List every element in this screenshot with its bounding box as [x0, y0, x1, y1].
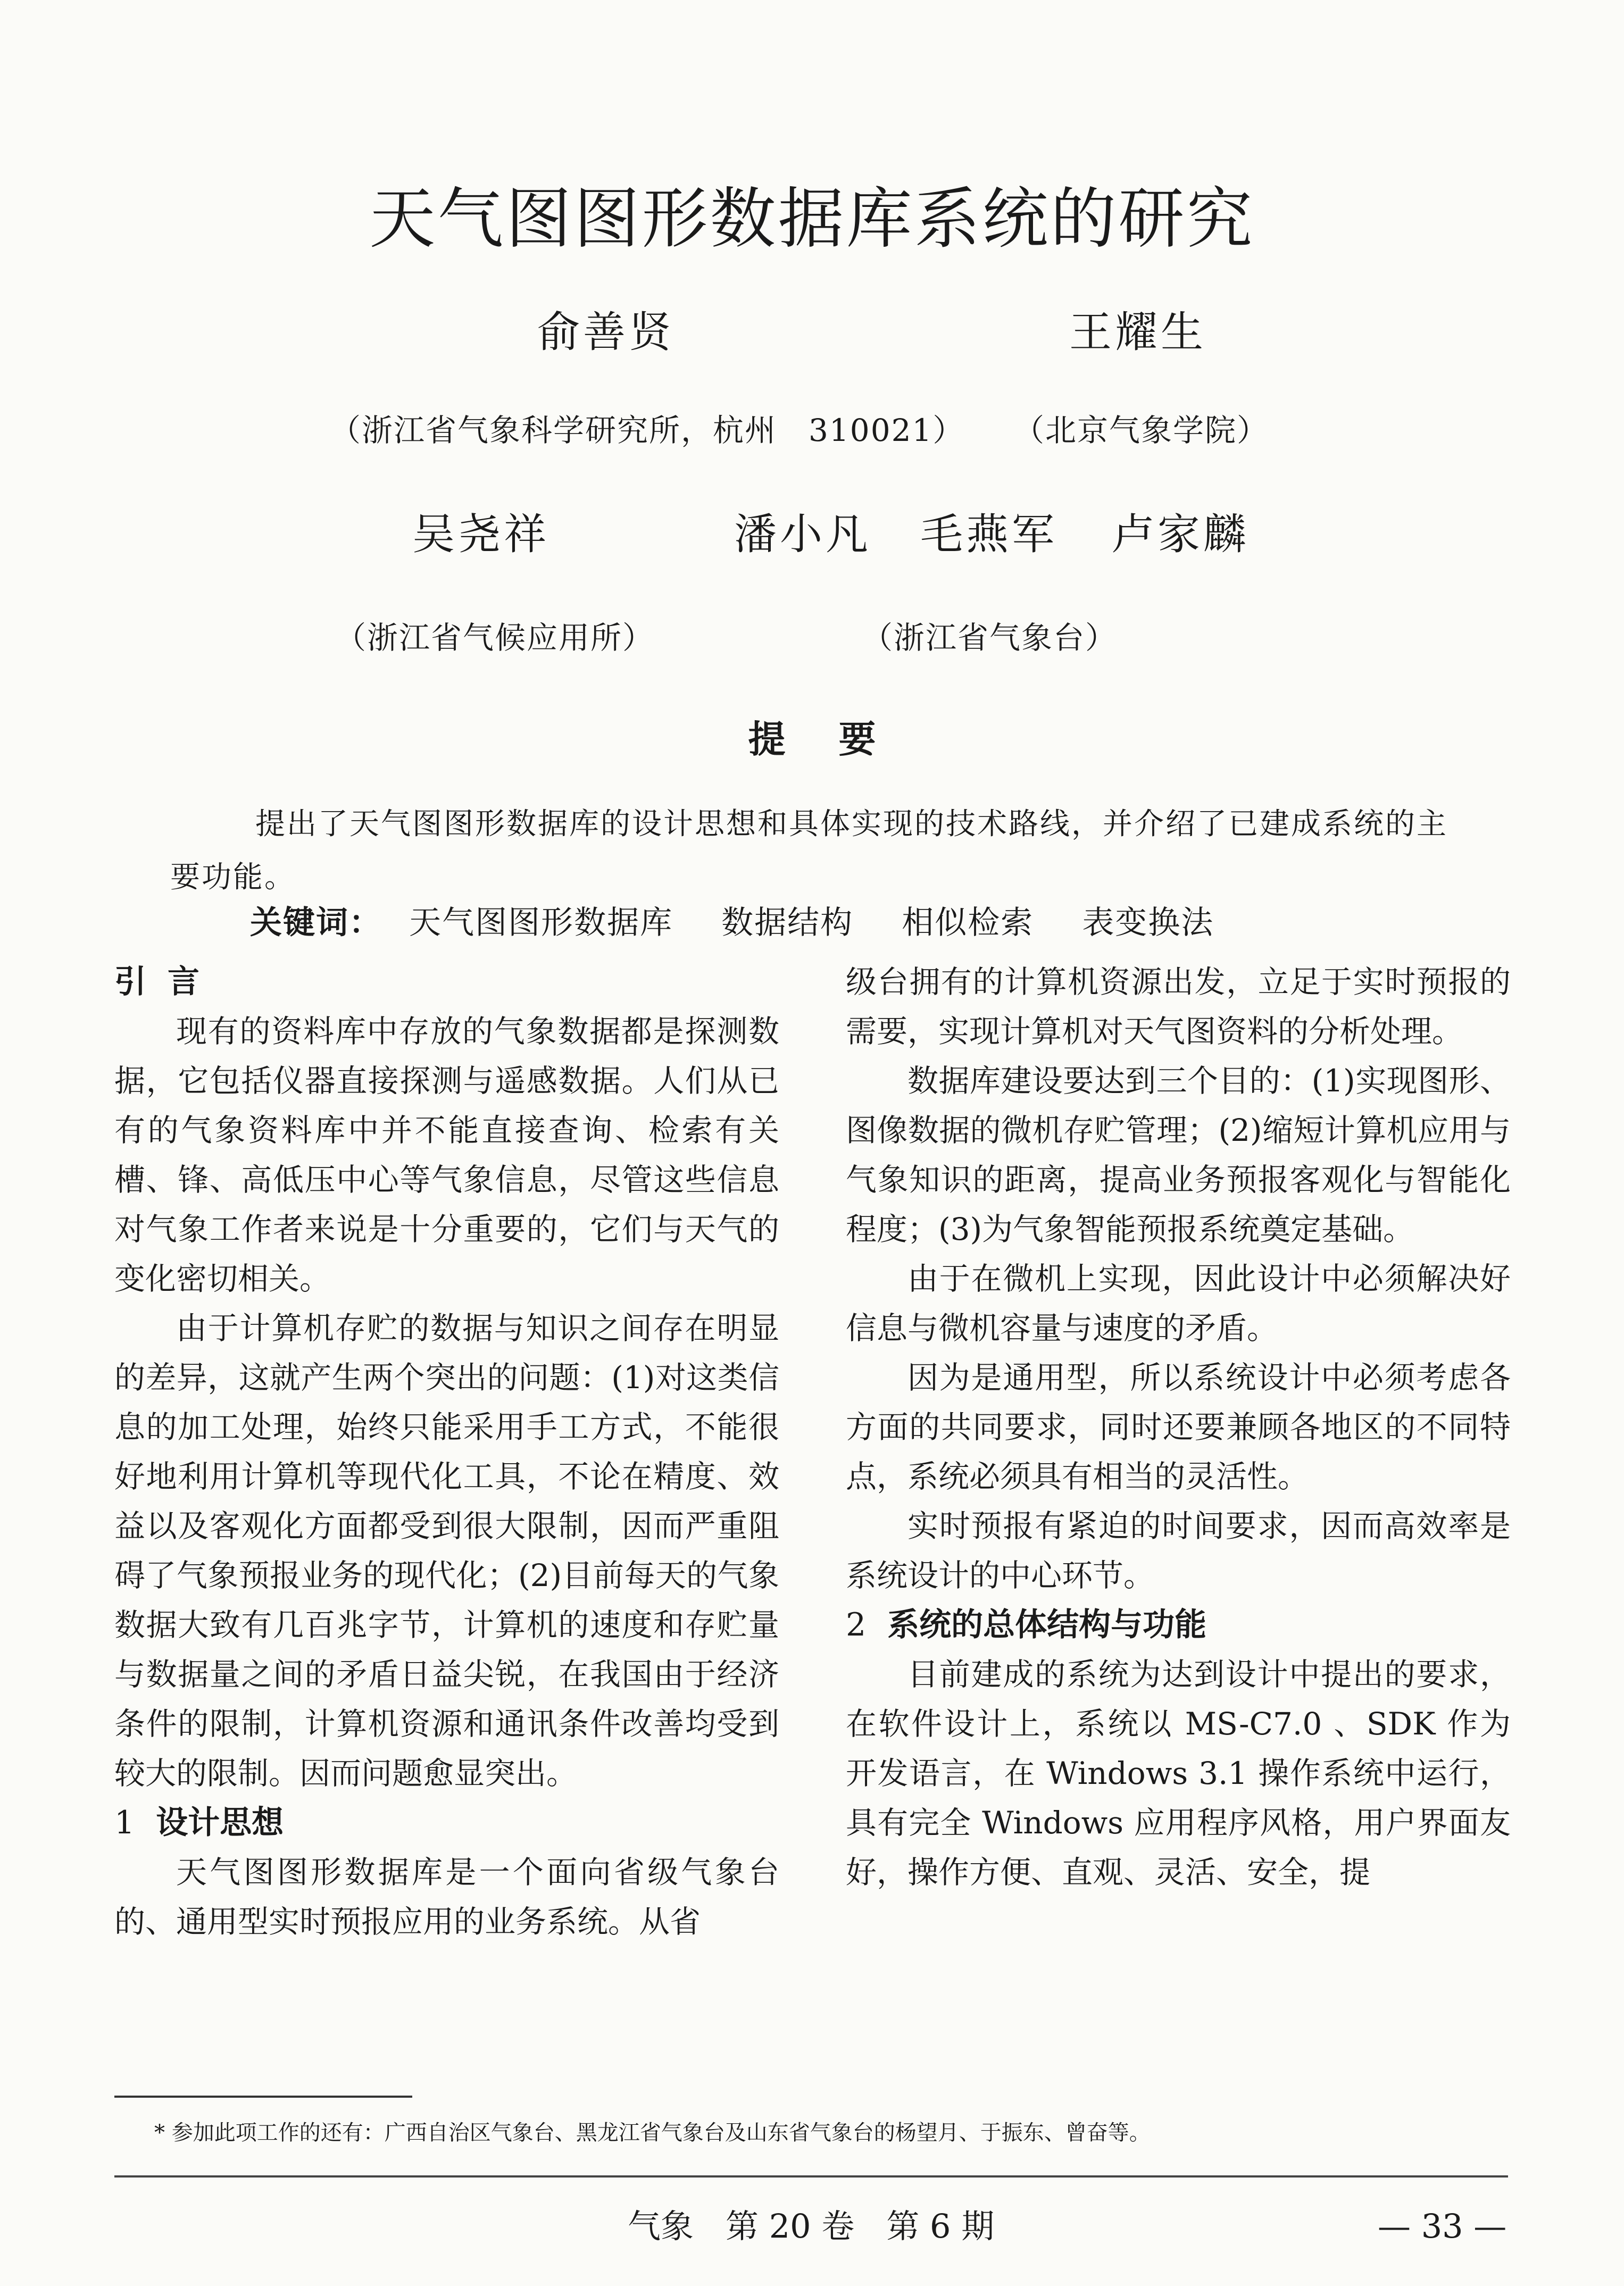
author-name: 潘小凡 [734, 510, 871, 559]
journal-name: 气象 [628, 2207, 694, 2246]
keywords-line [250, 904, 1214, 941]
body-paragraph: 现有的资料库中存放的气象数据都是探测数据，它包括仪器直接探测与遥感数据。人们从已有的气象资料库中并不能直接查询、检索有关槽、锋、高低压中心等气象信息，尽管这些信息对气象工作者来说是十分重要的，它们与天气的变化密切相关。 [114, 1013, 779, 1297]
author-name: 卢家麟 [1112, 510, 1249, 559]
section-number: 2 [846, 1606, 867, 1643]
abstract-heading-char: 要 [838, 717, 876, 761]
body-paragraph: 由于计算机存贮的数据与知识之间存在明显的差异，这就产生两个突出的问题：(1)对这类信息的加工处理，始终只能采用手工方式，不能很好地利用计算机等现代化工具，不论在精度、效益以及客观化方面都受到很大限制，因而严重阻碍了气象预报业务的现代化；(2)目前每天的气象数据大致有几百兆字节，计算机的速度和存贮量与数据量之间的矛盾日益尖锐，在我国由于经济条件的限制，计算机资源和通讯条件改善均受到较大的限制。因而问题愈显突出。 [114, 1310, 779, 1791]
journal-issue: 第 6 期 [886, 2207, 995, 2246]
author-affiliation: （浙江省气象台） [862, 620, 1118, 656]
journal-info [628, 2207, 1026, 2246]
author-affiliation: （北京气象学院） [1013, 412, 1269, 448]
footer-divider [114, 2175, 1508, 2177]
body-paragraph: 级台拥有的计算机资源出发，立足于实时预报的需要，实现计算机对天气图资料的分析处理。 [846, 964, 1511, 1049]
footnote: * 参加此项工作的还有：广西自治区气象台、黑龙江省气象台及山东省气象台的杨望月、于振东、曾奋等。 [154, 2121, 1151, 2145]
body-paragraph: 因为是通用型，所以系统设计中必须考虑各方面的共同要求，同时还要兼顾各地区的不同特点，系统必须具有相当的灵活性。 [846, 1359, 1511, 1495]
page-number: — 33 — [1378, 2207, 1507, 2246]
keyword: 相似检索 [902, 904, 1034, 941]
paper-title: 天气图图形数据库系统的研究 [369, 181, 1255, 258]
keyword: 数据结构 [721, 904, 854, 941]
section-heading-2 [846, 1600, 1511, 1650]
author-name: 毛燕军 [920, 510, 1057, 559]
body-paragraph: 目前建成的系统为达到设计中提出的要求，在软件设计上，系统以 MS-C7.0 、SDK 作为开发语言，在 Windows 3.1 操作系统中运行，具有完全 Windows 应用程序风格，用户界面友好，操作方便、直观、灵活、安全，提 [846, 1656, 1511, 1890]
body-paragraph: 数据库建设要达到三个目的：(1)实现图形、图像数据的微机存贮管理；(2)缩短计算机应用与气象知识的距离，提高业务预报客观化与智能化程度；(3)为气象智能预报系统奠定基础。 [846, 1063, 1511, 1247]
body-paragraph: 天气图图形数据库是一个面向省级气象台的、通用型实时预报应用的业务系统。从省 [114, 1854, 779, 1940]
body-paragraph: 由于在微机上实现，因此设计中必须解决好信息与微机容量与速度的矛盾。 [846, 1261, 1511, 1346]
right-column [846, 957, 1511, 1897]
section-heading-1 [114, 1798, 779, 1848]
author-name: 俞善贤 [537, 307, 674, 357]
journal-volume: 第 20 卷 [726, 2207, 855, 2246]
abstract-text: 提出了天气图图形数据库的设计思想和具体实现的技术路线，并介绍了已建成系统的主要功能。 [170, 807, 1448, 895]
author-affiliation: （浙江省气候应用所） [335, 620, 655, 656]
keywords-label: 关键词： [250, 904, 382, 941]
section-title: 设计思想 [156, 1804, 284, 1841]
author-name: 王耀生 [1069, 307, 1206, 357]
keyword: 表变换法 [1082, 904, 1214, 941]
author-affiliation: （浙江省气象科学研究所，杭州 310021） [330, 412, 965, 448]
section-title: 系统的总体结构与功能 [887, 1606, 1207, 1643]
footnote-divider [114, 2096, 412, 2098]
section-number: 1 [114, 1804, 135, 1841]
abstract-heading [0, 717, 1624, 761]
keyword: 天气图图形数据库 [409, 904, 673, 941]
author-name: 吴尧祥 [412, 510, 549, 559]
section-heading-introduction: 引言 [114, 963, 221, 1000]
abstract-heading-char: 提 [748, 717, 786, 761]
body-paragraph: 实时预报有紧迫的时间要求，因而高效率是系统设计的中心环节。 [846, 1508, 1511, 1593]
left-column [114, 957, 779, 1947]
